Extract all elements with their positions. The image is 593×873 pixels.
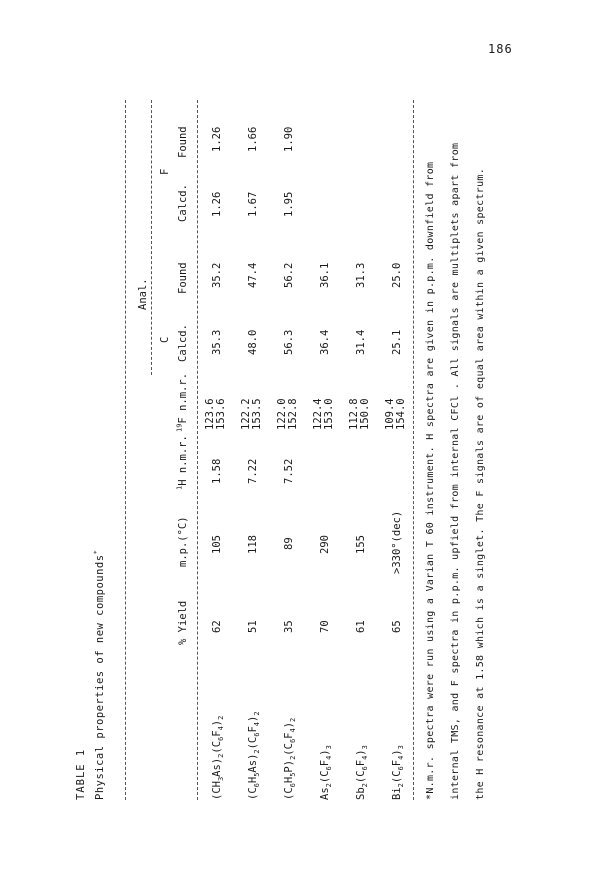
rotated-table-region xyxy=(75,100,515,800)
yield-cell: 51 xyxy=(247,620,259,633)
bottom-rule xyxy=(413,100,414,800)
mp-header: m.p.(°C) xyxy=(177,516,189,567)
f-nmr-cell: 122.0 152.8 xyxy=(276,398,299,430)
f-calcd-cell: 1.67 xyxy=(247,191,259,217)
c-found-cell: 36.1 xyxy=(319,262,331,288)
c-calcd-cell: 56.3 xyxy=(283,329,295,355)
yield-cell: 35 xyxy=(283,620,295,633)
f-nmr-cell: 112.8 150.0 xyxy=(348,398,371,430)
f-found-cell: 1.66 xyxy=(247,126,259,152)
c-found-header: Found xyxy=(177,262,189,294)
top-rule xyxy=(125,100,126,800)
c-calcd-cell: 31.4 xyxy=(355,329,367,355)
f-nmr-cell: 109.4 154.0 xyxy=(384,398,407,430)
c-calcd-cell: 48.0 xyxy=(247,329,259,355)
compound-cell: $Sb_2(C_6F_4)_3$ xyxy=(355,745,370,800)
c-calcd-header: Calcd. xyxy=(177,324,189,362)
anal-rule xyxy=(151,100,152,375)
mp-cell: 105 xyxy=(211,535,223,554)
f-found-header: Found xyxy=(177,126,189,158)
compound-cell: $Bi_2(C_6F_4)_3$ xyxy=(391,745,406,800)
f-calcd-cell: 1.95 xyxy=(283,191,295,217)
c-calcd-cell: 36.4 xyxy=(319,329,331,355)
c-group-header: C xyxy=(159,336,171,343)
yield-cell: 70 xyxy=(319,620,331,633)
yield-cell: 61 xyxy=(355,620,367,633)
c-found-cell: 47.4 xyxy=(247,262,259,288)
mp-cell: 290 xyxy=(319,535,331,554)
compound-cell: $(C_6H_5P)_2(C_6F_4)_2$ xyxy=(283,717,298,800)
compound-cell: $(CH_3As)_2(C_6F_4)_2$ xyxy=(211,715,226,800)
f-nmr-header: $^{19}$F n.m.r. xyxy=(175,372,189,432)
mp-cell: 155 xyxy=(355,535,367,554)
c-calcd-cell: 35.3 xyxy=(211,329,223,355)
c-found-cell: 25.0 xyxy=(391,262,403,288)
c-found-cell: 31.3 xyxy=(355,262,367,288)
f-calcd-cell: 1.26 xyxy=(211,191,223,217)
f-found-cell: 1.90 xyxy=(283,126,295,152)
mp-cell: 118 xyxy=(247,535,259,554)
f-group-header: F xyxy=(159,168,171,175)
f-nmr-cell: 122.4 153.0 xyxy=(312,398,335,430)
header-rule xyxy=(197,100,198,800)
compound-cell: $(C_6H_5As)_2(C_6F_4)_2$ xyxy=(247,711,262,800)
h-nmr-cell: 1.58 xyxy=(211,458,223,484)
footnote-line-1: *N.m.r. spectra were run using a Varian T 60 instrument. H spectra are given in p.p.m. downfield from xyxy=(425,161,436,800)
anal-header: Anal. xyxy=(137,278,149,310)
f-found-cell: 1.26 xyxy=(211,126,223,152)
h-nmr-cell: 7.22 xyxy=(247,458,259,484)
f-calcd-header: Calcd. xyxy=(177,184,189,222)
table-label: TABLE 1 xyxy=(75,748,87,800)
footnote-line-3: the H resonance at 1.58 which is a singlet. The F signals are of equal area within a given spectrum. xyxy=(475,167,486,800)
compound-cell: $As_2(C_6F_4)_3$ xyxy=(319,745,334,800)
f-nmr-cell: 122.2 153.5 xyxy=(240,398,263,430)
table-caption: Physical properties of new compounds* xyxy=(92,549,106,800)
h-nmr-cell: 7.52 xyxy=(283,458,295,484)
c-calcd-cell: 25.1 xyxy=(391,329,403,355)
h-nmr-header: $^1$H n.m.r. xyxy=(175,435,189,490)
c-found-cell: 56.2 xyxy=(283,262,295,288)
footnote-line-2: internal TMS, and F spectra in p.p.m. upfield from internal CFCl . All signals are multiplets apart from xyxy=(450,142,461,800)
yield-header: % Yield xyxy=(177,600,189,645)
page-number: 186 xyxy=(488,42,513,56)
yield-cell: 62 xyxy=(211,620,223,633)
f-nmr-cell: 123.6 153.6 xyxy=(204,398,227,430)
c-found-cell: 35.2 xyxy=(211,262,223,288)
yield-cell: 65 xyxy=(391,620,403,633)
mp-cell: 89 xyxy=(283,537,295,550)
mp-cell: >330°(dec) xyxy=(391,510,403,574)
